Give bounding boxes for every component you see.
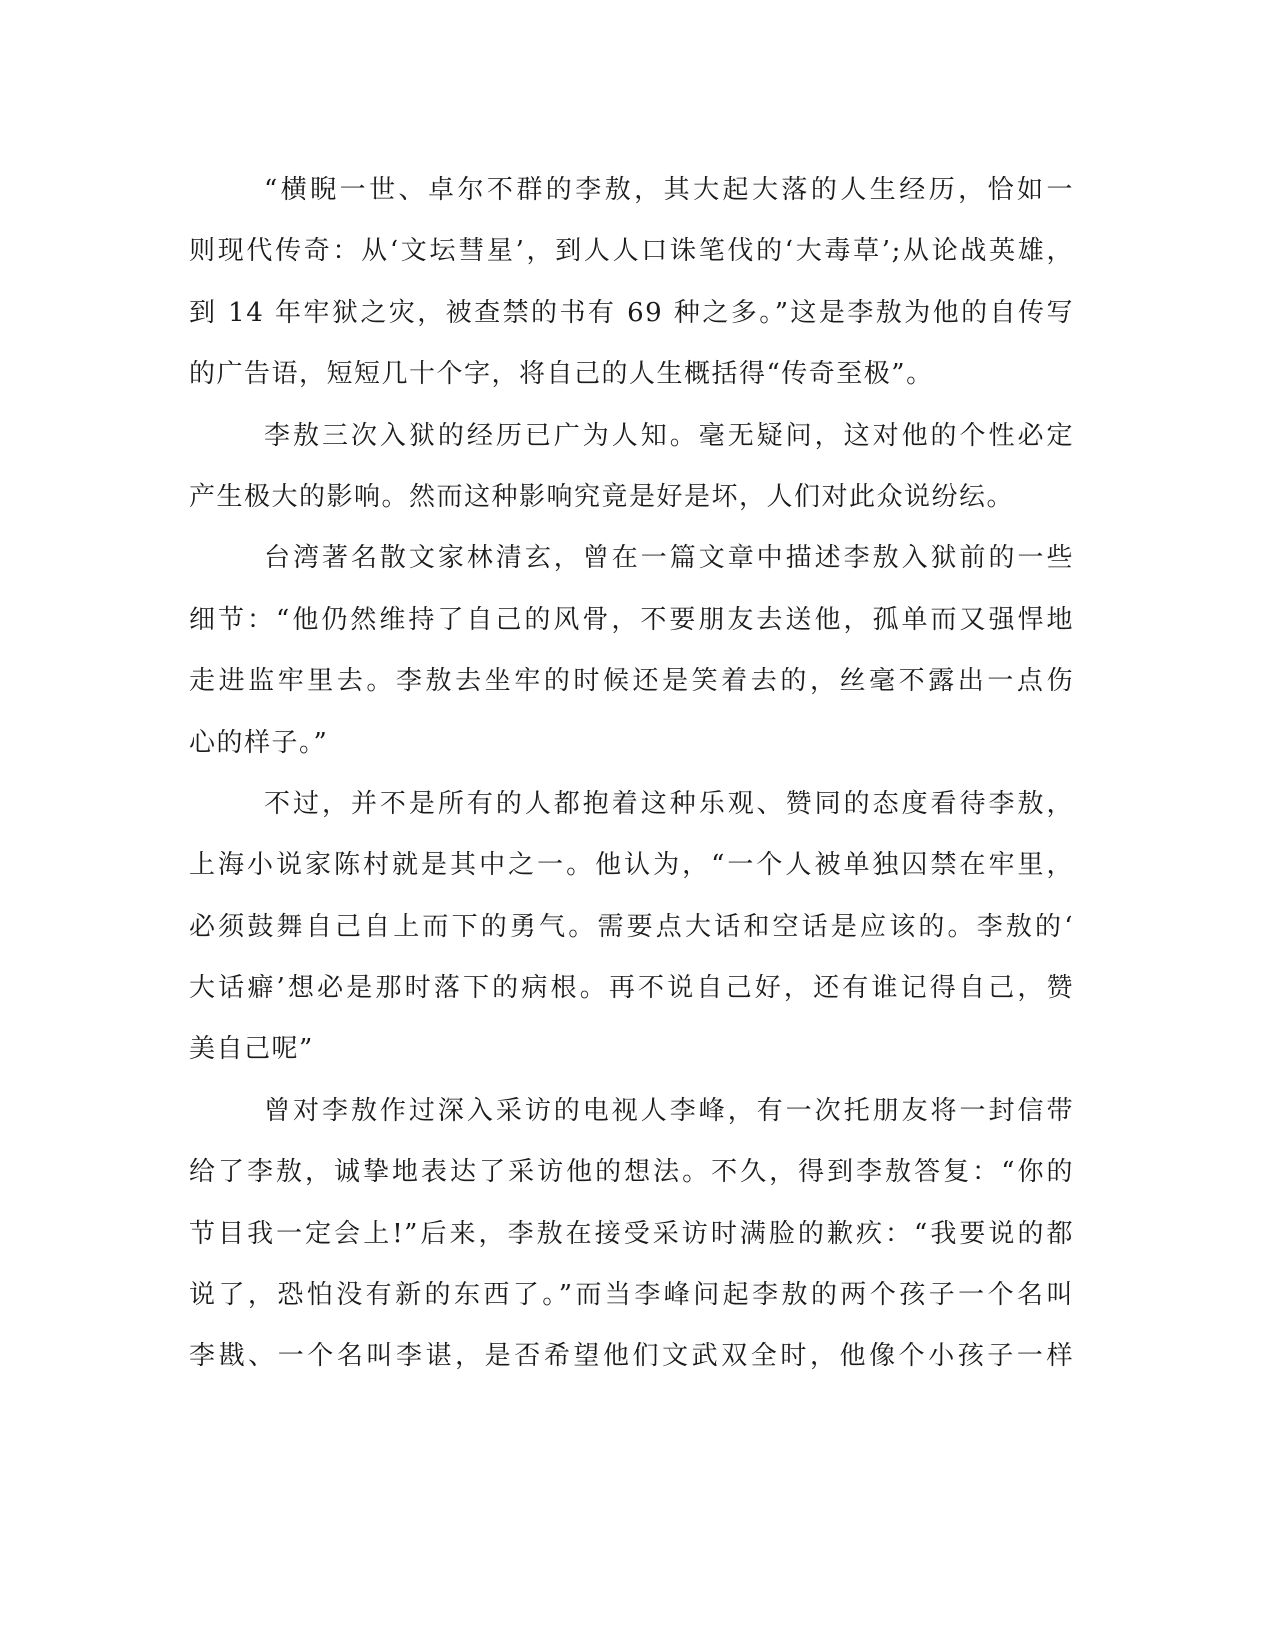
text-line: 必须鼓舞自己自上而下的勇气。需要点大话和空话是应该的。李敖的‘: [189, 911, 1074, 942]
paragraph: [189, 160, 1074, 406]
text-line: 产生极大的影响。然而这种影响究竟是好是坏，人们对此众说纷纭。: [189, 481, 1015, 512]
text-line: 心的样子。”: [189, 727, 329, 758]
body-text: [189, 160, 1074, 1388]
text-line: 节目我一定会上!”后来，李敖在接受采访时满脸的歉疚：“我要说的都: [189, 1218, 1074, 1249]
text-line: 台湾著名散文家林清玄，曾在一篇文章中描述李敖入狱前的一些: [264, 543, 1074, 574]
paragraph: [189, 406, 1074, 529]
text-line: 曾对李敖作过深入采访的电视人李峰，有一次托朋友将一封信带: [264, 1095, 1074, 1126]
text-line: 细节：“他仍然维持了自己的风骨，不要朋友去送他，孤单而又强悍地: [189, 604, 1074, 635]
text-line: “横睨一世、卓尔不群的李敖，其大起大落的人生经历，恰如一: [264, 175, 1074, 205]
text-line: 李敖三次入狱的经历已广为人知。毫无疑问，这对他的个性必定: [264, 420, 1074, 451]
text-line: 给了李敖，诚挚地表达了采访他的想法。不久，得到李敖答复：“你的: [189, 1157, 1074, 1188]
text-line: 说了，恐怕没有新的东西了。”而当李峰问起李敖的两个孩子一个名叫: [189, 1280, 1074, 1311]
text-line: 的广告语，短短几十个字，将自己的人生概括得“传奇至极”。: [189, 359, 934, 390]
text-line: 到 14 年牢狱之灾，被查禁的书有 69 种之多。”这是李敖为他的自传写: [189, 297, 1074, 328]
paragraph: [189, 528, 1074, 774]
text-line: 不过，并不是所有的人都抱着这种乐观、赞同的态度看待李敖，: [264, 788, 1074, 819]
paragraph: [189, 1081, 1074, 1388]
text-line: 则现代传奇：从‘文坛彗星’，到人人口诛笔伐的‘大毒草’;从论战英雄，: [189, 236, 1074, 267]
text-line: 美自己呢”: [189, 1034, 314, 1065]
text-line: 李戡、一个名叫李谌，是否希望他们文武双全时，他像个小孩子一样: [189, 1341, 1074, 1372]
text-line: 上海小说家陈村就是其中之一。他认为，“一个人被单独囚禁在牢里，: [189, 850, 1074, 881]
text-line: 大话癖’想必是那时落下的病根。再不说自己好，还有谁记得自己，赞: [189, 973, 1074, 1004]
text-line: 走进监牢里去。李敖去坐牢的时候还是笑着去的，丝毫不露出一点伤: [189, 666, 1074, 697]
paragraph: [189, 774, 1074, 1081]
